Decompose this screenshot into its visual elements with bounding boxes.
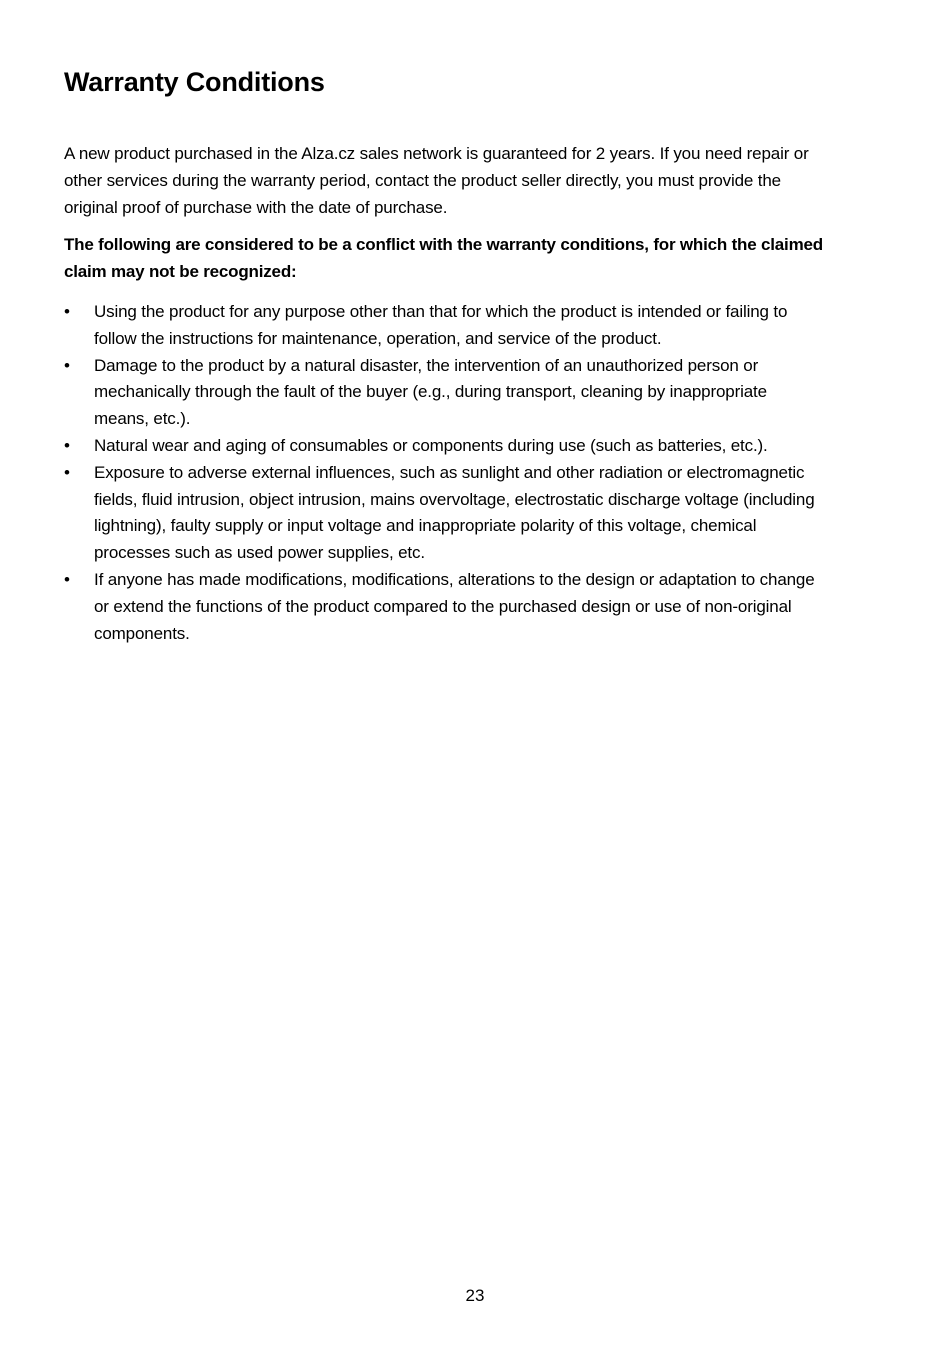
- list-item: [64, 299, 824, 353]
- page-number: 23: [465, 1286, 485, 1305]
- bullet-icon: •: [64, 569, 70, 589]
- page-content: [64, 62, 824, 647]
- bullet-icon: •: [64, 301, 70, 321]
- intro-paragraph: A new product purchased in the Alza.cz sales network is guaranteed for 2 years. If you need repair or other services during the warranty period, contact the product seller directly, you must provide the original proof of purchase with the date of purchase.: [64, 144, 809, 217]
- conflict-list: [64, 299, 824, 647]
- list-item-text: Exposure to adverse external influences, such as sunlight and other radiation or electromagnetic fields, fluid intrusion, object intrusion, mains overvoltage, electrostatic discharge voltage (including lightning), faulty supply or input voltage and inappropriate polarity of this voltage, chemical processes such as used power supplies, etc.: [94, 462, 815, 563]
- list-item: [64, 567, 824, 647]
- bullet-icon: •: [64, 462, 70, 482]
- list-item-text: Damage to the product by a natural disaster, the intervention of an unauthorized person or mechanically through the fault of the buyer (e.g., during transport, cleaning by inappropriate means, etc.).: [94, 355, 767, 429]
- list-item: [64, 433, 824, 460]
- bullet-icon: •: [64, 355, 70, 375]
- list-item-text: If anyone has made modifications, modifications, alterations to the design or adaptation to change or extend the functions of the product compared to the purchased design or use of non-original components.: [94, 569, 815, 643]
- list-item-text: Natural wear and aging of consumables or components during use (such as batteries, etc.).: [94, 435, 768, 455]
- list-item: [64, 460, 824, 567]
- conflict-heading: The following are considered to be a conflict with the warranty conditions, for which the claimed claim may not be recognized:: [64, 235, 823, 282]
- bullet-icon: •: [64, 435, 70, 455]
- page-title: Warranty Conditions: [64, 67, 325, 97]
- list-item-text: Using the product for any purpose other than that for which the product is intended or failing to follow the instructions for maintenance, operation, and service of the product.: [94, 301, 788, 348]
- list-item: [64, 353, 824, 433]
